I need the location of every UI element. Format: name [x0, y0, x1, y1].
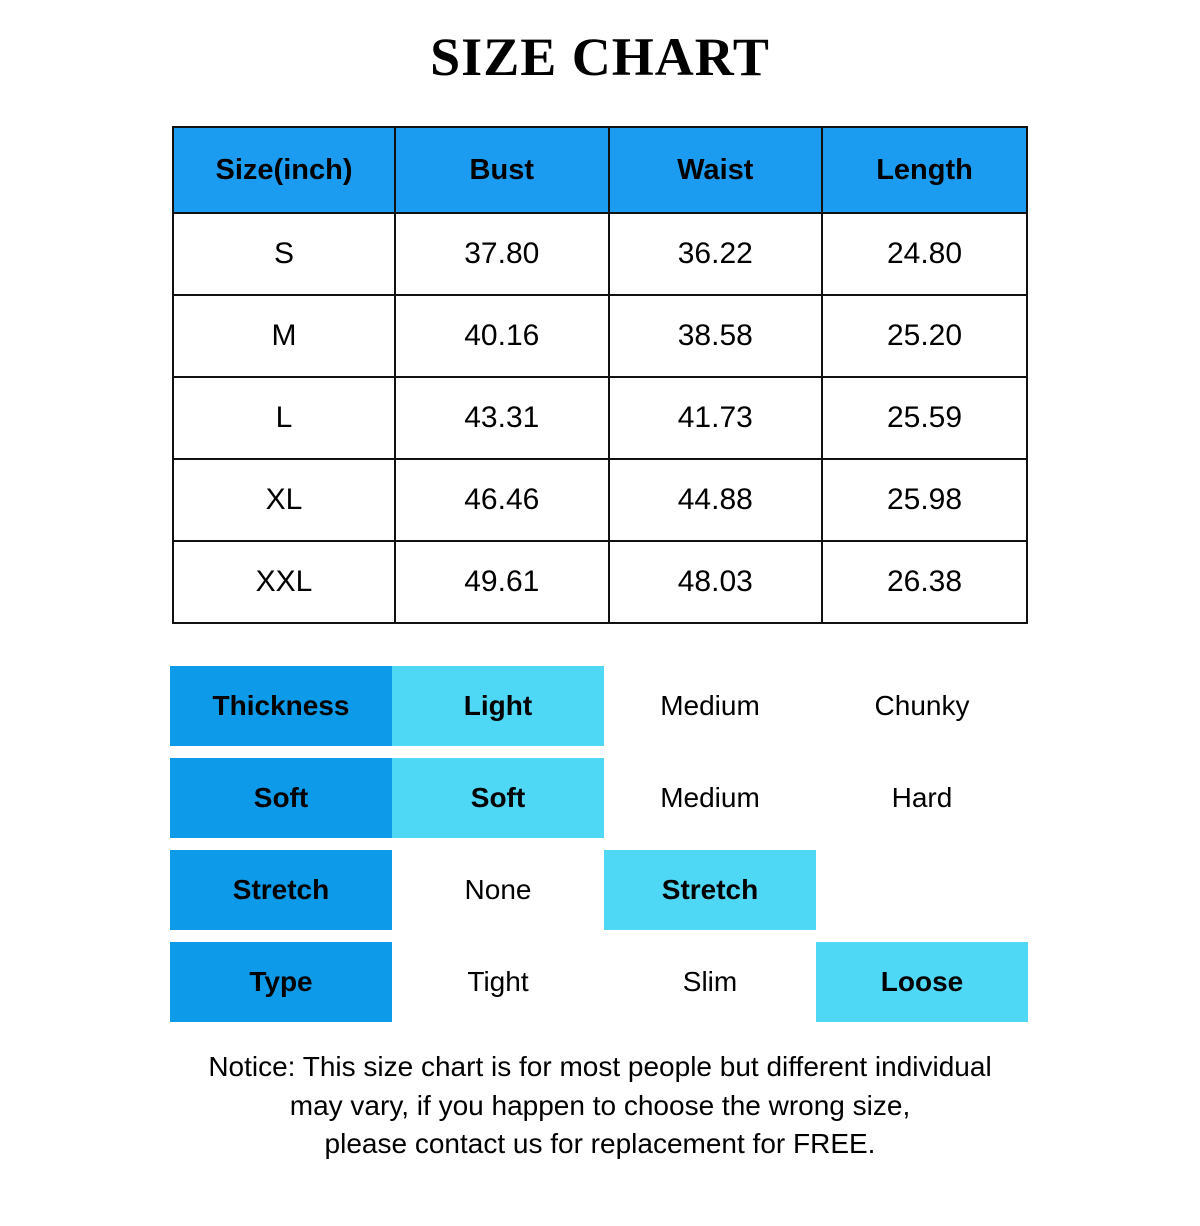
- cell-waist: 38.58: [609, 295, 823, 377]
- attribute-option-soft: Soft: [392, 758, 604, 838]
- size-measurements-table: [172, 126, 1028, 624]
- table-header-row: [173, 127, 1027, 213]
- cell-length: 25.20: [822, 295, 1027, 377]
- attribute-option-medium: Medium: [660, 782, 760, 813]
- size-chart-page: [0, 26, 1200, 1226]
- notice-line-3: please contact us for replacement for FREE.: [324, 1128, 876, 1160]
- cell-length: 25.98: [822, 459, 1027, 541]
- cell-waist: 48.03: [609, 541, 823, 623]
- cell-bust: 46.46: [395, 459, 609, 541]
- attribute-option-loose: Loose: [816, 942, 1028, 1022]
- cell-bust: 49.61: [395, 541, 609, 623]
- column-header-waist: Waist: [609, 127, 823, 213]
- table-row: [173, 295, 1027, 377]
- cell-bust: 40.16: [395, 295, 609, 377]
- attribute-option-chunky: Chunky: [874, 690, 970, 721]
- table-row: [173, 377, 1027, 459]
- cell-bust: 37.80: [395, 213, 609, 295]
- table-body: [173, 213, 1027, 623]
- cell-size: S: [173, 213, 395, 295]
- attribute-option-slim: Slim: [682, 966, 738, 997]
- attribute-label-thickness: Thickness: [170, 666, 392, 746]
- attribute-row-soft: [170, 758, 1030, 838]
- cell-size: M: [173, 295, 395, 377]
- cell-size: XXL: [173, 541, 395, 623]
- attribute-option-empty: [816, 850, 1028, 930]
- table-row: [173, 459, 1027, 541]
- column-header-bust: Bust: [395, 127, 609, 213]
- attribute-option-none: None: [464, 874, 532, 905]
- attribute-row-type: [170, 942, 1030, 1022]
- attribute-label-type: Type: [170, 942, 392, 1022]
- attribute-option-hard: Hard: [891, 782, 953, 813]
- attribute-option-tight: Tight: [467, 966, 529, 997]
- column-header-length: Length: [822, 127, 1027, 213]
- cell-length: 26.38: [822, 541, 1027, 623]
- attribute-row-stretch: [170, 850, 1030, 930]
- page-title: SIZE CHART: [430, 27, 770, 87]
- attribute-label-soft: Soft: [170, 758, 392, 838]
- cell-length: 25.59: [822, 377, 1027, 459]
- attribute-option-stretch: Stretch: [604, 850, 816, 930]
- attribute-option-light: Light: [392, 666, 604, 746]
- attribute-option-medium: Medium: [660, 690, 760, 721]
- table-row: [173, 213, 1027, 295]
- table-row: [173, 541, 1027, 623]
- attribute-label-stretch: Stretch: [170, 850, 392, 930]
- notice-line-2: may vary, if you happen to choose the wrong size,: [289, 1089, 911, 1121]
- size-table-container: [172, 126, 1028, 624]
- attribute-row-thickness: [170, 666, 1030, 746]
- cell-length: 24.80: [822, 213, 1027, 295]
- table-header: [173, 127, 1027, 213]
- cell-size: XL: [173, 459, 395, 541]
- notice-text: [140, 1048, 1060, 1164]
- column-header-size: Size(inch): [173, 127, 395, 213]
- cell-waist: 41.73: [609, 377, 823, 459]
- cell-waist: 36.22: [609, 213, 823, 295]
- cell-bust: 43.31: [395, 377, 609, 459]
- cell-waist: 44.88: [609, 459, 823, 541]
- cell-size: L: [173, 377, 395, 459]
- notice-line-1: Notice: This size chart is for most people but different individual: [208, 1051, 992, 1082]
- attribute-matrix: [170, 666, 1030, 1022]
